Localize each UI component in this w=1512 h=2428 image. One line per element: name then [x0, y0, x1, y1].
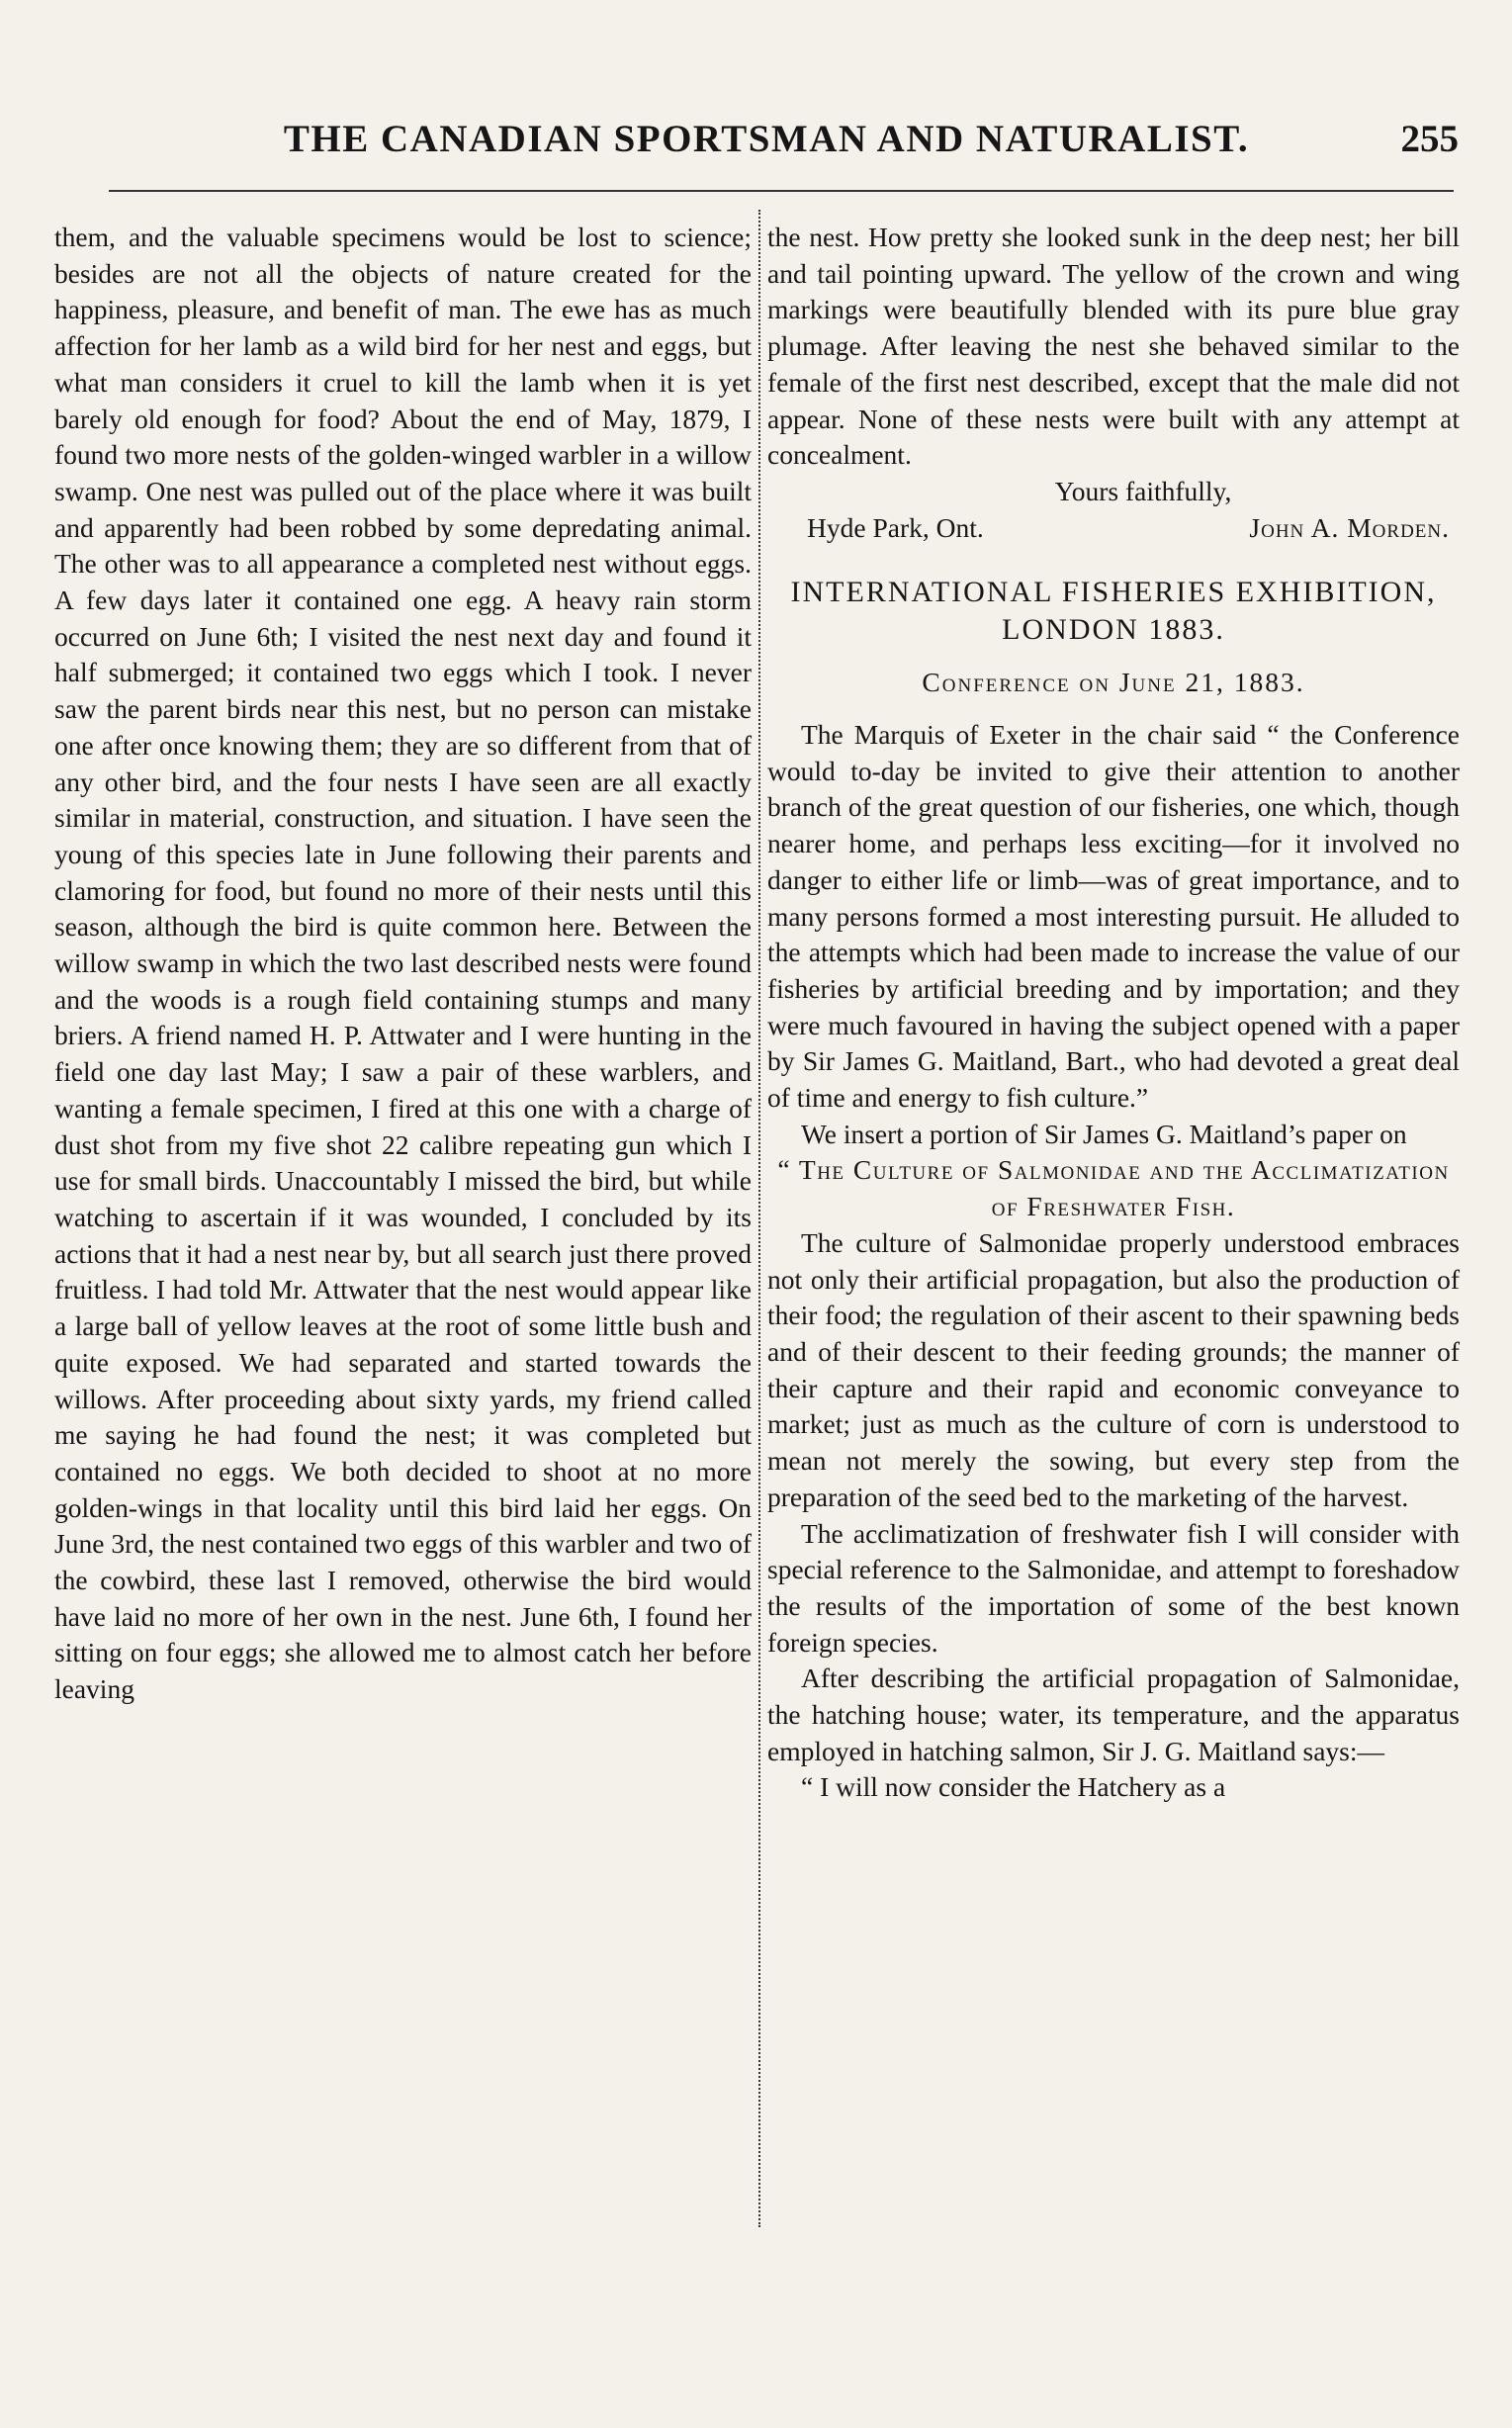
right-paragraph-6: After describing the artificial propagation of Salmonidae, the hatching house; water, its temperature, and the apparatus employed in hatching salmon, Sir J. G. Maitland says:—: [767, 1663, 1460, 1766]
letter-place: Hyde Park, Ont.: [807, 511, 984, 543]
conference-subtitle: Conference on June 21, 1883.: [922, 667, 1305, 698]
column-divider: [758, 210, 760, 2227]
right-paragraph-4: The culture of Salmonidae properly understood embraces not only their artificial propagation, but also the production of their food; the regulation of their ascent to their spawning beds and of their descent to their feeding grounds; the manner of their capture and their rapid and economic conveyance to market; just as much as the culture of corn is understood to mean not merely the sowing, but every step from the preparation of the seed bed to the marketing of the harvest.: [767, 1226, 1460, 1512]
letter-closing: Yours faithfully,: [1054, 475, 1232, 506]
right-paragraph-7: “ I will now consider the Hatchery as a: [801, 1771, 1226, 1803]
right-paragraph-3: We insert a portion of Sir James G. Maitland’s paper on: [801, 1118, 1407, 1149]
right-paragraph-1: the nest. How pretty she looked sunk in the deep nest; her bill and tail pointing upward. The yellow of the crown and wing markings were beautifully blended with its pure blue gray plumage. After leaving the nest she behaved similar to the female of the first nest described, except that the male did not appear. None of these nests were built with any attempt at concealment.: [767, 222, 1460, 471]
section-title: INTERNATIONAL FISHERIES EXHIBITION, LONDON 1883.: [790, 576, 1437, 647]
page-number: 255: [1400, 118, 1459, 160]
right-column: [767, 220, 1460, 1806]
left-paragraph-1: them, and the valuable specimens would be lost to science; besides are not all the objects of nature created for the happiness, pleasure, and benefit of man. The ewe has as much affection for her lamb as a wild bird for her nest and eggs, but what man considers it cruel to kill the lamb when it is yet barely old enough for food? About the end of May, 1879, I found two more nests of the golden-winged warbler in a willow swamp. One nest was pulled out of the place where it was built and apparently had been robbed by some depredating animal. The other was to all appearance a completed nest without eggs. A few days later it contained one egg. A heavy rain storm occurred on June 6th; I visited the nest next day and found it half submerged; it contained two eggs which I took. I never saw the parent birds near this nest, but no person can mistake one after once knowing them; they are so different from that of any other bird, and the four nests I have seen are all exactly similar in material, construction, and situation. I have seen the young of this species late in June following their parents and clamoring for food, but found no more of their nests until this season, although the bird is quite common here. Between the willow swamp in which the two last described nests were found and the woods is a rough field containing stumps and many briers. A friend named H. P. Attwater and I were hunting in the field one day last May; I saw a pair of these warblers, and wanting a female specimen, I fired at this one with a charge of dust shot from my five shot 22 calibre repeating gun which I use for small birds. Unaccountably I missed the bird, but while watching to ascertain if it was wounded, I concluded by its actions that it had a nest near by, but all search just there proved fruitless. I had told Mr. Attwater that the nest would appear like a large ball of yellow leaves at the root of some little bush and quite exposed. We had separated and started towards the willows. After proceeding about sixty yards, my friend called me saying he had found the nest; it was completed but contained no eggs. We both decided to shoot at no more golden-wings in that locality until this bird laid her eggs. On June 3rd, the nest contained two eggs of this warbler and two of the cowbird, these last I removed, otherwise the bird would have laid no more of her own in the nest. June 6th, I found her sitting on four eggs; she allowed me to almost catch her before leaving: [54, 222, 752, 1705]
running-title: THE CANADIAN SPORTSMAN AND NATURALIST.: [283, 118, 1250, 160]
page-header: [54, 117, 1459, 176]
letter-signature: [767, 510, 1460, 547]
left-column: [54, 220, 752, 1708]
paper-title: “ The Culture of Salmonidae and the Acclimatization of Freshwater Fish.: [777, 1154, 1450, 1222]
right-paragraph-2: The Marquis of Exeter in the chair said “ the Conference would to-day be invited to give their attention to another branch of the great question of our fisheries, one which, though nearer home, and perhaps less exciting—for it involved no danger to either life or limb—was of great importance, and to many persons formed a most interesting pursuit. He alluded to the attempts which had been made to increase the value of our fisheries by artificial breeding and by importation; and they were much favoured in having the subject opened with a paper by Sir James G. Maitland, Bart., who had devoted a great deal of time and energy to fish culture.”: [767, 719, 1460, 1114]
letter-author: John A. Morden.: [1249, 511, 1450, 543]
right-paragraph-5: The acclimatization of freshwater fish I will consider with special reference to the Salmonidae, and attempt to foreshadow the results of the importation of some of the best known foreign species.: [767, 1517, 1460, 1658]
header-rule: [109, 190, 1454, 192]
